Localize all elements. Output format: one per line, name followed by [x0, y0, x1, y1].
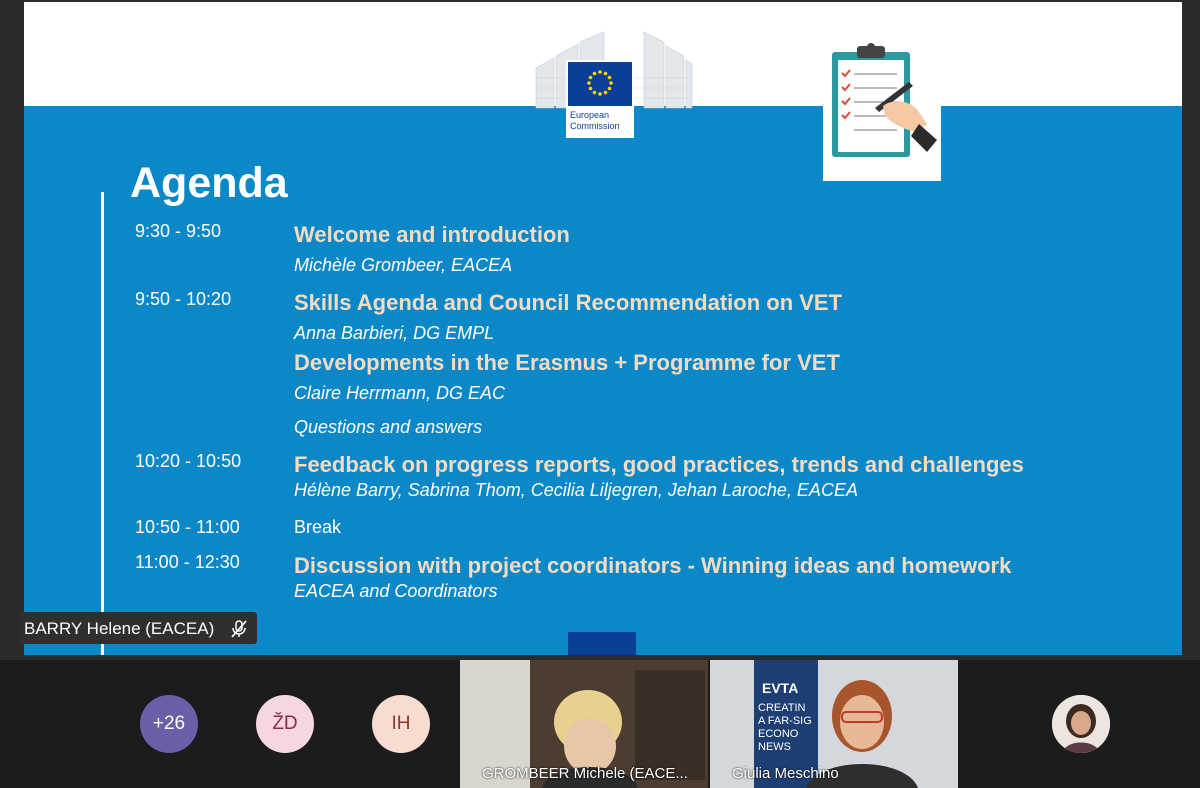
clipboard-checklist-icon: [823, 40, 941, 181]
agenda-speaker: Questions and answers: [294, 417, 483, 437]
participant-tile-name: GROMBEER Michele (EACE...: [482, 765, 688, 782]
eu-flag: [568, 62, 632, 106]
active-speaker-name: BARRY Helene (EACEA): [24, 618, 215, 638]
agenda-time: 10:20 - 10:50: [135, 451, 242, 471]
clipboard-illustration: [823, 40, 941, 181]
backdrop-banner-line: A FAR-SIG: [758, 715, 812, 727]
participant-avatar[interactable]: ŽD: [256, 695, 314, 753]
agenda-speaker: Hélène Barry, Sabrina Thom, Cecilia Liljegren, Jehan Laroche, EACEA: [294, 480, 858, 500]
agenda-time: 9:30 - 9:50: [135, 221, 222, 241]
agenda-heading: Discussion with project coordinators - Winning ideas and homework: [294, 553, 1012, 578]
participant-video-tile[interactable]: [710, 660, 958, 788]
backdrop-banner-line: ECONO: [758, 728, 799, 740]
agenda-heading: Developments in the Erasmus + Programme for VET: [294, 350, 840, 375]
agenda-speaker: EACEA and Coordinators: [294, 581, 498, 601]
more-participants-button[interactable]: +26: [140, 695, 198, 753]
agenda-timeline-line: [101, 192, 104, 655]
backdrop-banner-line: CREATIN: [758, 702, 806, 714]
backdrop-logo-text: EVTA: [762, 680, 799, 696]
participant-avatar[interactable]: IH: [372, 695, 430, 753]
agenda-time: 10:50 - 11:00: [135, 517, 240, 537]
berlaymont-building-icon: [534, 28, 694, 138]
agenda-speaker: Michèle Grombeer, EACEA: [294, 255, 513, 275]
agenda-time: 11:00 - 12:30: [135, 552, 240, 572]
participants-bar: [0, 660, 1200, 788]
european-commission-logo: [534, 28, 694, 138]
participant-photo: [1052, 695, 1110, 753]
agenda-heading: Welcome and introduction: [294, 222, 570, 247]
eu-blue-footer-block: [568, 632, 636, 655]
agenda-speaker: Anna Barbieri, DG EMPL: [294, 323, 495, 343]
agenda-heading: Skills Agenda and Council Recommendation on VET: [294, 290, 843, 315]
participant-video-tile[interactable]: [460, 660, 708, 788]
shared-slide: [24, 2, 1182, 655]
agenda-heading: Break: [294, 517, 342, 537]
agenda-speaker: Claire Herrmann, DG EAC: [294, 383, 506, 403]
mic-off-icon: [229, 619, 249, 639]
agenda-title: Agenda: [130, 159, 288, 207]
agenda-heading: Feedback on progress reports, good practices, trends and challenges: [294, 452, 1024, 477]
backdrop-banner-text: [758, 702, 812, 754]
logo-text-line1: European: [570, 110, 610, 120]
agenda-time: 9:50 - 10:20: [135, 289, 232, 309]
logo-text-line2: Commission: [570, 121, 620, 131]
active-speaker-label: [20, 612, 257, 644]
backdrop-banner-line: NEWS: [758, 741, 791, 753]
participant-tile-name: Giulia Meschino: [732, 765, 839, 782]
participant-photo-avatar[interactable]: [1052, 695, 1110, 753]
